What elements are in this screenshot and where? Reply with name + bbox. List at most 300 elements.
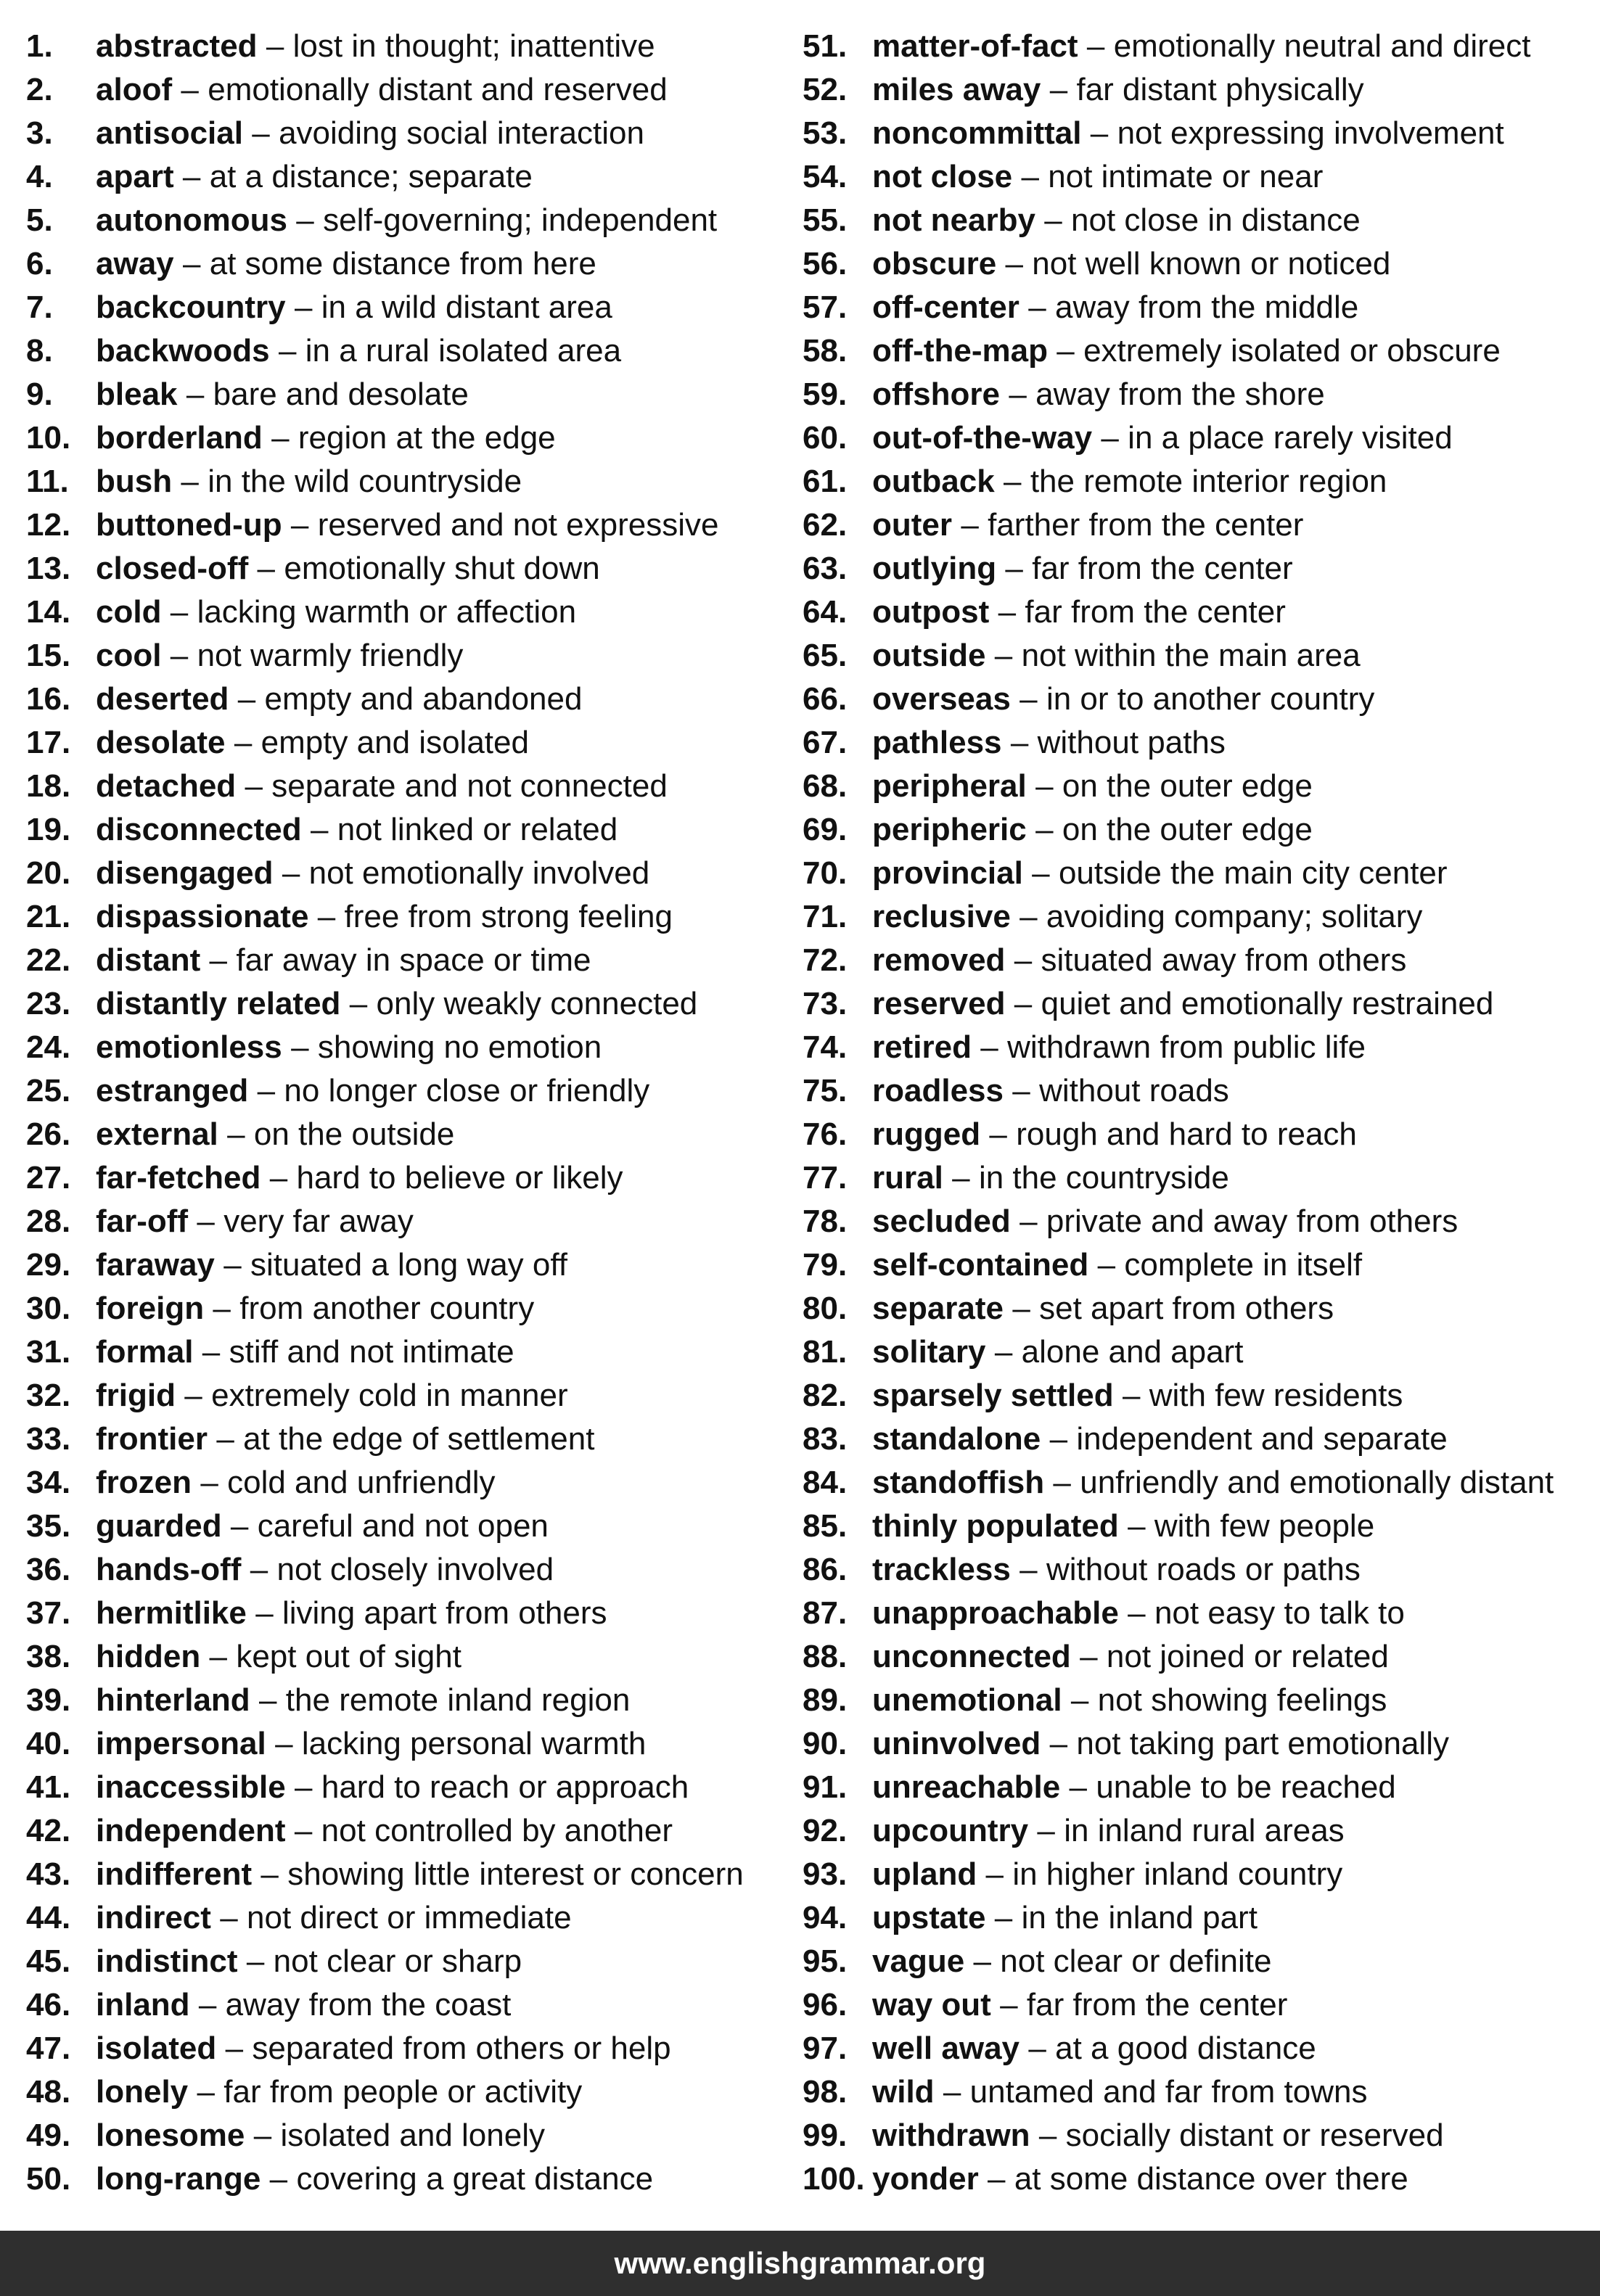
- item-definition: independent and separate: [1076, 1421, 1448, 1457]
- item-definition: extremely cold in manner: [211, 1378, 568, 1413]
- list-item: [26, 242, 781, 286]
- item-word: obscure: [872, 246, 997, 281]
- item-definition: emotionally distant and reserved: [208, 72, 668, 107]
- item-separator: –: [1097, 1247, 1116, 1283]
- item-number: 13.: [26, 551, 71, 586]
- item-number: 55.: [803, 202, 848, 238]
- item-word: provincial: [872, 855, 1023, 891]
- item-number: 10.: [26, 420, 71, 456]
- item-word: closed-off: [96, 551, 249, 586]
- item-separator: –: [1101, 420, 1119, 456]
- list-item: [803, 1592, 1593, 1635]
- list-item: [803, 199, 1593, 242]
- item-word: unconnected: [872, 1639, 1071, 1674]
- item-definition: complete in itself: [1124, 1247, 1363, 1283]
- item-number: 68.: [803, 768, 848, 804]
- item-number: 74.: [803, 1029, 848, 1065]
- item-separator: –: [295, 1769, 313, 1805]
- list-item: [803, 852, 1593, 895]
- item-number: 65.: [803, 638, 848, 673]
- item-word: upcountry: [872, 1813, 1029, 1848]
- item-definition: without roads: [1039, 1073, 1229, 1108]
- item-number: 94.: [803, 1900, 848, 1935]
- item-separator: –: [1012, 1073, 1030, 1108]
- item-number: 90.: [803, 1726, 848, 1761]
- item-definition: in the inland part: [1021, 1900, 1258, 1935]
- item-separator: –: [252, 115, 270, 151]
- list-item: [803, 547, 1593, 591]
- item-word: reclusive: [872, 899, 1011, 934]
- item-word: well away: [872, 2030, 1020, 2066]
- list-item: [26, 1722, 781, 1766]
- list-item: [26, 547, 781, 591]
- item-definition: unfriendly and emotionally distant: [1080, 1465, 1554, 1500]
- item-number: 85.: [803, 1508, 848, 1544]
- item-number: 49.: [26, 2118, 71, 2153]
- item-separator: –: [988, 2161, 1006, 2197]
- list-item: [803, 1113, 1593, 1156]
- item-number: 27.: [26, 1160, 71, 1196]
- item-number: 83.: [803, 1421, 848, 1457]
- item-word: outside: [872, 638, 986, 673]
- item-separator: –: [271, 420, 290, 456]
- item-separator: –: [294, 289, 313, 325]
- item-definition: extremely isolated or obscure: [1083, 333, 1501, 369]
- item-separator: –: [197, 2074, 215, 2110]
- item-word: outback: [872, 464, 995, 499]
- item-separator: –: [1086, 28, 1105, 64]
- item-definition: untamed and far from towns: [969, 2074, 1368, 2110]
- item-number: 57.: [803, 289, 848, 325]
- item-separator: –: [1057, 333, 1075, 369]
- item-definition: lost in thought; inattentive: [292, 28, 655, 64]
- list-item: [803, 939, 1593, 982]
- item-separator: –: [278, 333, 297, 369]
- item-separator: –: [234, 725, 253, 760]
- item-word: foreign: [96, 1291, 205, 1326]
- item-separator: –: [1090, 115, 1109, 151]
- item-separator: –: [994, 1334, 1013, 1370]
- item-definition: situated a long way off: [250, 1247, 568, 1283]
- list-item: [26, 416, 781, 460]
- item-word: thinly populated: [872, 1508, 1119, 1544]
- item-separator: –: [1070, 1682, 1089, 1718]
- list-item: [26, 765, 781, 808]
- item-number: 23.: [26, 986, 71, 1021]
- item-definition: unable to be reached: [1096, 1769, 1396, 1805]
- item-separator: –: [269, 2161, 288, 2197]
- item-number: 22.: [26, 942, 71, 978]
- list-item: [803, 112, 1593, 155]
- item-number: 24.: [26, 1029, 71, 1065]
- list-item: [26, 2157, 781, 2201]
- item-definition: showing no emotion: [317, 1029, 602, 1065]
- item-definition: on the outer edge: [1062, 812, 1313, 847]
- item-separator: –: [1005, 246, 1023, 281]
- item-word: guarded: [96, 1508, 222, 1544]
- list-item: [803, 503, 1593, 547]
- list-item: [803, 1200, 1593, 1243]
- list-item: [803, 2114, 1593, 2157]
- item-number: 31.: [26, 1334, 71, 1370]
- item-word: disengaged: [96, 855, 274, 891]
- item-separator: –: [282, 855, 300, 891]
- item-definition: far from the center: [1032, 551, 1293, 586]
- item-definition: in a rural isolated area: [305, 333, 622, 369]
- item-number: 41.: [26, 1769, 71, 1805]
- item-definition: not warmly friendly: [197, 638, 464, 673]
- item-separator: –: [980, 1029, 998, 1065]
- item-word: removed: [872, 942, 1006, 978]
- item-number: 92.: [803, 1813, 848, 1848]
- list-item: [803, 1417, 1593, 1461]
- item-definition: not emotionally involved: [308, 855, 650, 891]
- item-number: 82.: [803, 1378, 848, 1413]
- item-number: 11.: [26, 464, 69, 499]
- item-separator: –: [209, 942, 228, 978]
- item-number: 35.: [26, 1508, 71, 1544]
- item-separator: –: [1035, 768, 1054, 804]
- list-item: [803, 1766, 1593, 1809]
- item-definition: far from the center: [1026, 1987, 1288, 2023]
- item-definition: not linked or related: [337, 812, 618, 847]
- item-separator: –: [246, 1943, 265, 1979]
- item-definition: living apart from others: [282, 1595, 607, 1631]
- item-definition: set apart from others: [1039, 1291, 1334, 1326]
- item-separator: –: [1028, 289, 1046, 325]
- list-item: [803, 1635, 1593, 1679]
- item-definition: stiff and not intimate: [229, 1334, 514, 1370]
- item-definition: not direct or immediate: [247, 1900, 572, 1935]
- item-number: 18.: [26, 768, 71, 804]
- item-separator: –: [994, 1900, 1013, 1935]
- item-word: frozen: [96, 1465, 192, 1500]
- item-separator: –: [269, 1160, 288, 1196]
- list-item: [26, 112, 781, 155]
- item-word: detached: [96, 768, 237, 804]
- list-item: [26, 634, 781, 678]
- item-definition: outside the main city center: [1058, 855, 1448, 891]
- item-definition: empty and abandoned: [264, 681, 583, 717]
- item-definition: showing little interest or concern: [287, 1856, 744, 1892]
- item-separator: –: [1038, 2118, 1057, 2153]
- item-number: 9.: [26, 377, 53, 412]
- item-word: unemotional: [872, 1682, 1062, 1718]
- item-definition: in a wild distant area: [321, 289, 612, 325]
- item-number: 21.: [26, 899, 71, 934]
- item-word: standalone: [872, 1421, 1041, 1457]
- item-number: 95.: [803, 1943, 848, 1979]
- list-item: [803, 416, 1593, 460]
- item-word: frontier: [96, 1421, 208, 1457]
- item-word: peripheral: [872, 768, 1027, 804]
- list-item: [803, 1983, 1593, 2027]
- item-definition: at a distance; separate: [209, 159, 533, 194]
- item-definition: withdrawn from public life: [1007, 1029, 1366, 1065]
- item-definition: not within the main area: [1021, 638, 1361, 673]
- item-definition: in the wild countryside: [208, 464, 522, 499]
- list-item: [26, 982, 781, 1026]
- item-word: dispassionate: [96, 899, 309, 934]
- item-word: lonely: [96, 2074, 189, 2110]
- item-number: 52.: [803, 72, 848, 107]
- item-definition: not clear or sharp: [273, 1943, 522, 1979]
- list-item: [26, 1417, 781, 1461]
- item-number: 7.: [26, 289, 53, 325]
- item-number: 32.: [26, 1378, 71, 1413]
- list-item: [803, 1853, 1593, 1896]
- item-definition: in a place rarely visited: [1128, 420, 1453, 456]
- item-word: backcountry: [96, 289, 286, 325]
- item-number: 66.: [803, 681, 848, 717]
- item-word: miles away: [872, 72, 1041, 107]
- item-separator: –: [184, 1378, 202, 1413]
- item-number: 84.: [803, 1465, 848, 1500]
- item-number: 15.: [26, 638, 71, 673]
- item-separator: –: [213, 1291, 231, 1326]
- item-separator: –: [1032, 855, 1050, 891]
- item-number: 34.: [26, 1465, 71, 1500]
- list-item: [803, 25, 1593, 68]
- list-item: [803, 1896, 1593, 1940]
- list-item: [26, 591, 781, 634]
- list-item: [26, 808, 781, 852]
- item-definition: situated away from others: [1041, 942, 1407, 978]
- item-separator: –: [985, 1856, 1004, 1892]
- item-separator: –: [259, 1682, 277, 1718]
- item-separator: –: [257, 551, 276, 586]
- item-number: 17.: [26, 725, 71, 760]
- item-separator: –: [186, 377, 205, 412]
- list-item: [26, 1156, 781, 1200]
- item-separator: –: [1049, 1726, 1068, 1761]
- item-number: 67.: [803, 725, 848, 760]
- item-word: frigid: [96, 1378, 176, 1413]
- item-word: not close: [872, 159, 1013, 194]
- list-item: [803, 1548, 1593, 1592]
- item-definition: avoiding social interaction: [279, 115, 644, 151]
- item-number: 56.: [803, 246, 848, 281]
- item-number: 72.: [803, 942, 848, 978]
- item-number: 20.: [26, 855, 71, 891]
- item-number: 44.: [26, 1900, 71, 1935]
- item-separator: –: [349, 986, 368, 1021]
- item-definition: in higher inland country: [1012, 1856, 1343, 1892]
- item-word: peripheric: [872, 812, 1027, 847]
- item-number: 97.: [803, 2030, 848, 2066]
- item-separator: –: [198, 1987, 217, 2023]
- list-item: [26, 1113, 781, 1156]
- item-definition: far distant physically: [1076, 72, 1364, 107]
- item-separator: –: [1035, 812, 1054, 847]
- item-number: 46.: [26, 1987, 71, 2023]
- item-separator: –: [952, 1160, 970, 1196]
- footer-url: www.englishgrammar.org: [614, 2246, 986, 2280]
- item-word: standoffish: [872, 1465, 1045, 1500]
- item-definition: farther from the center: [988, 507, 1304, 543]
- item-separator: –: [170, 638, 189, 673]
- item-definition: self-governing; independent: [323, 202, 718, 238]
- item-definition: the remote interior region: [1030, 464, 1387, 499]
- item-number: 54.: [803, 159, 848, 194]
- item-word: outlying: [872, 551, 997, 586]
- list-item: [803, 1287, 1593, 1330]
- item-definition: away from the shore: [1035, 377, 1325, 412]
- item-separator: –: [1028, 2030, 1046, 2066]
- item-separator: –: [170, 594, 189, 630]
- item-number: 29.: [26, 1247, 71, 1283]
- item-word: retired: [872, 1029, 972, 1065]
- item-word: way out: [872, 1987, 991, 2023]
- item-number: 6.: [26, 246, 53, 281]
- item-word: inland: [96, 1987, 190, 2023]
- item-definition: careful and not open: [257, 1508, 549, 1544]
- item-word: unapproachable: [872, 1595, 1119, 1631]
- item-separator: –: [1020, 899, 1038, 934]
- item-definition: with few residents: [1149, 1378, 1403, 1413]
- list-item: [803, 1330, 1593, 1374]
- item-definition: at some distance from here: [209, 246, 596, 281]
- item-number: 63.: [803, 551, 848, 586]
- item-definition: socially distant or reserved: [1065, 2118, 1444, 2153]
- item-separator: –: [1080, 1639, 1098, 1674]
- list-item: [803, 808, 1593, 852]
- list-item: [26, 1243, 781, 1287]
- item-separator: –: [943, 2074, 961, 2110]
- item-definition: far away in space or time: [236, 942, 591, 978]
- item-definition: far from the center: [1025, 594, 1286, 630]
- item-definition: separated from others or help: [252, 2030, 671, 2066]
- item-word: hidden: [96, 1639, 201, 1674]
- list-item: [26, 1679, 781, 1722]
- item-definition: the remote inland region: [285, 1682, 631, 1718]
- item-separator: –: [255, 1595, 274, 1631]
- item-word: disconnected: [96, 812, 302, 847]
- item-number: 51.: [803, 28, 848, 64]
- item-word: buttoned-up: [96, 507, 282, 543]
- item-number: 87.: [803, 1595, 848, 1631]
- item-word: emotionless: [96, 1029, 282, 1065]
- item-word: indifferent: [96, 1856, 253, 1892]
- item-word: far-off: [96, 1203, 189, 1239]
- item-definition: reserved and not expressive: [317, 507, 719, 543]
- item-separator: –: [202, 1334, 221, 1370]
- item-number: 14.: [26, 594, 71, 630]
- list-item: [803, 1505, 1593, 1548]
- item-word: lonesome: [96, 2118, 245, 2153]
- list-item: [26, 1766, 781, 1809]
- list-item: [803, 1679, 1593, 1722]
- item-number: 16.: [26, 681, 71, 717]
- item-number: 12.: [26, 507, 71, 543]
- item-word: offshore: [872, 377, 1000, 412]
- list-item: [26, 678, 781, 721]
- item-word: pathless: [872, 725, 1002, 760]
- item-separator: –: [1128, 1508, 1146, 1544]
- list-item: [26, 329, 781, 373]
- item-word: yonder: [872, 2161, 979, 2197]
- list-item: [26, 1330, 781, 1374]
- item-separator: –: [1020, 1552, 1038, 1587]
- item-separator: –: [260, 1856, 279, 1892]
- item-separator: –: [257, 1073, 276, 1108]
- item-word: solitary: [872, 1334, 986, 1370]
- list-item: [803, 2027, 1593, 2070]
- item-word: self-contained: [872, 1247, 1089, 1283]
- list-item: [26, 199, 781, 242]
- item-definition: not well known or noticed: [1032, 246, 1391, 281]
- item-word: bush: [96, 464, 173, 499]
- item-number: 81.: [803, 1334, 848, 1370]
- word-list-left-column: [26, 25, 781, 2201]
- item-number: 43.: [26, 1856, 71, 1892]
- item-separator: –: [227, 1116, 245, 1152]
- item-separator: –: [223, 1247, 242, 1283]
- item-number: 38.: [26, 1639, 71, 1674]
- item-word: out-of-the-way: [872, 420, 1093, 456]
- list-item: [26, 1896, 781, 1940]
- item-word: away: [96, 246, 174, 281]
- item-definition: at a good distance: [1055, 2030, 1316, 2066]
- item-separator: –: [1000, 1987, 1018, 2023]
- item-word: trackless: [872, 1552, 1011, 1587]
- item-separator: –: [216, 1421, 234, 1457]
- item-word: far-fetched: [96, 1160, 261, 1196]
- item-separator: –: [994, 638, 1013, 673]
- item-definition: without roads or paths: [1046, 1552, 1361, 1587]
- item-separator: –: [1021, 159, 1039, 194]
- item-separator: –: [1004, 464, 1022, 499]
- footer-bar: [0, 2231, 1600, 2296]
- item-definition: with few people: [1154, 1508, 1375, 1544]
- item-number: 3.: [26, 115, 53, 151]
- item-definition: not intimate or near: [1048, 159, 1324, 194]
- item-definition: not closely involved: [276, 1552, 554, 1587]
- item-word: hermitlike: [96, 1595, 247, 1631]
- item-word: rugged: [872, 1116, 981, 1152]
- item-separator: –: [1044, 202, 1062, 238]
- item-separator: –: [1014, 942, 1033, 978]
- list-item: [26, 155, 781, 199]
- list-item: [26, 503, 781, 547]
- item-separator: –: [182, 159, 201, 194]
- item-separator: –: [291, 1029, 309, 1065]
- item-word: off-the-map: [872, 333, 1048, 369]
- item-number: 48.: [26, 2074, 71, 2110]
- item-definition: in or to another country: [1046, 681, 1375, 717]
- item-number: 2.: [26, 72, 53, 107]
- list-item: [803, 591, 1593, 634]
- item-definition: isolated and lonely: [280, 2118, 545, 2153]
- list-item: [803, 1940, 1593, 1983]
- item-number: 45.: [26, 1943, 71, 1979]
- item-separator: –: [181, 464, 199, 499]
- list-item: [803, 678, 1593, 721]
- item-separator: –: [973, 1943, 991, 1979]
- item-definition: without paths: [1037, 725, 1226, 760]
- item-definition: not showing feelings: [1097, 1682, 1387, 1718]
- list-item: [26, 1809, 781, 1853]
- list-item: [803, 1156, 1593, 1200]
- item-number: 30.: [26, 1291, 71, 1326]
- item-word: roadless: [872, 1073, 1004, 1108]
- item-number: 80.: [803, 1291, 848, 1326]
- item-word: outer: [872, 507, 952, 543]
- item-separator: –: [250, 1552, 268, 1587]
- item-separator: –: [1020, 681, 1038, 717]
- list-item: [26, 1548, 781, 1592]
- item-separator: –: [1049, 72, 1068, 107]
